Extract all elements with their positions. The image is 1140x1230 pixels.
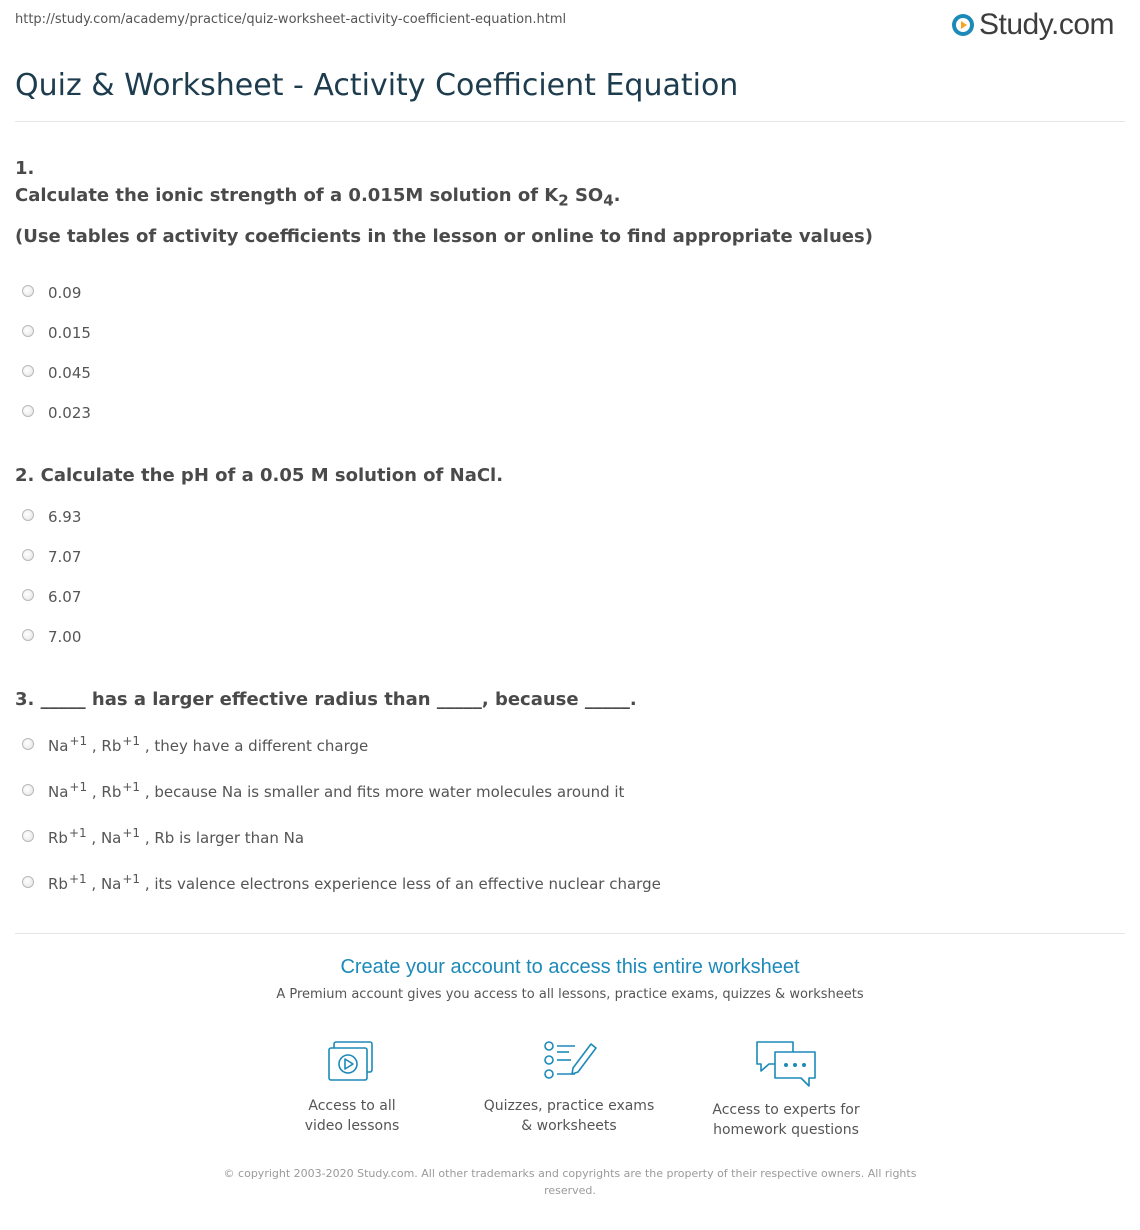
radio-button[interactable] xyxy=(22,285,34,297)
q2-option-1[interactable]: 6.93 xyxy=(22,508,81,526)
feature-video-lessons xyxy=(252,1038,452,1137)
q2-option-3[interactable]: 6.07 xyxy=(22,588,81,606)
radio-button[interactable] xyxy=(22,784,34,796)
question-1-number: 1. xyxy=(15,158,35,179)
q3-option-4[interactable]: $Rb^{+1}$ , $Na^{+1}$ , its valence electrons experience less of an effective nuclear charge xyxy=(22,872,661,893)
quiz-checklist-icon xyxy=(539,1038,599,1086)
video-lessons-icon xyxy=(325,1038,379,1086)
question-3-text: 3. _____ has a larger effective radius than _____, because _____. xyxy=(15,689,637,710)
question-2-text: 2. Calculate the pH of a 0.05 M solution of NaCl. xyxy=(15,465,504,486)
q3-option-1[interactable]: $Na^{+1}$ , $Rb^{+1}$ , they have a different charge xyxy=(22,734,368,755)
title-divider xyxy=(15,121,1125,122)
feature-label: Access to experts for homework questions xyxy=(712,1102,860,1139)
radio-button[interactable] xyxy=(22,830,34,842)
radio-button[interactable] xyxy=(22,405,34,417)
feature-quizzes xyxy=(469,1038,669,1137)
play-circle-icon xyxy=(952,14,974,36)
q1-option-3[interactable]: 0.045 xyxy=(22,364,91,382)
radio-button[interactable] xyxy=(22,549,34,561)
radio-button[interactable] xyxy=(22,509,34,521)
question-1 xyxy=(15,157,1115,249)
question-1-note: (Use tables of activity coefficients in the lesson or online to find appropriate values) xyxy=(15,226,873,248)
study-logo[interactable] xyxy=(952,7,1114,43)
radio-button[interactable] xyxy=(22,629,34,641)
premium-subtitle: A Premium account gives you access to all lessons, practice exams, quizzes & worksheets xyxy=(276,987,864,1002)
cta-divider xyxy=(15,933,1125,934)
logo-text: Study.com xyxy=(979,8,1114,41)
q3-option-3[interactable]: $Rb^{+1}$ , $Na^{+1}$ , Rb is larger than Na xyxy=(22,826,304,847)
feature-label: Quizzes, practice exams & worksheets xyxy=(483,1098,655,1135)
radio-button[interactable] xyxy=(22,589,34,601)
q3-option-2[interactable]: $Na^{+1}$ , $Rb^{+1}$ , because Na is smaller and fits more water molecules around it xyxy=(22,780,624,801)
radio-button[interactable] xyxy=(22,325,34,337)
copyright-notice: © copyright 2003-2020 Study.com. All other trademarks and copyrights are the property of their respective owners. All rights reserved. xyxy=(223,1167,917,1198)
create-account-link[interactable]: Create your account to access this entire worksheet xyxy=(340,956,800,978)
q2-option-4[interactable]: 7.00 xyxy=(22,628,81,646)
q2-option-2[interactable]: 7.07 xyxy=(22,548,81,566)
feature-experts xyxy=(686,1038,886,1141)
q1-option-1[interactable]: 0.09 xyxy=(22,284,81,302)
question-2 xyxy=(15,464,1115,487)
feature-label: Access to all video lessons xyxy=(304,1098,400,1135)
question-3 xyxy=(15,688,1115,711)
page-title: Quiz & Worksheet - Activity Coefficient Equation xyxy=(15,68,739,103)
expert-chat-icon xyxy=(753,1038,819,1090)
question-1-text: Calculate the ionic strength of a 0.015M solution of $K_2$ $SO_4$. xyxy=(15,185,621,210)
q1-option-2[interactable]: 0.015 xyxy=(22,324,91,342)
radio-button[interactable] xyxy=(22,365,34,377)
radio-button[interactable] xyxy=(22,876,34,888)
radio-button[interactable] xyxy=(22,738,34,750)
q1-option-4[interactable]: 0.023 xyxy=(22,404,91,422)
page-url: http://study.com/academy/practice/quiz-worksheet-activity-coefficient-equation.html xyxy=(15,12,567,27)
